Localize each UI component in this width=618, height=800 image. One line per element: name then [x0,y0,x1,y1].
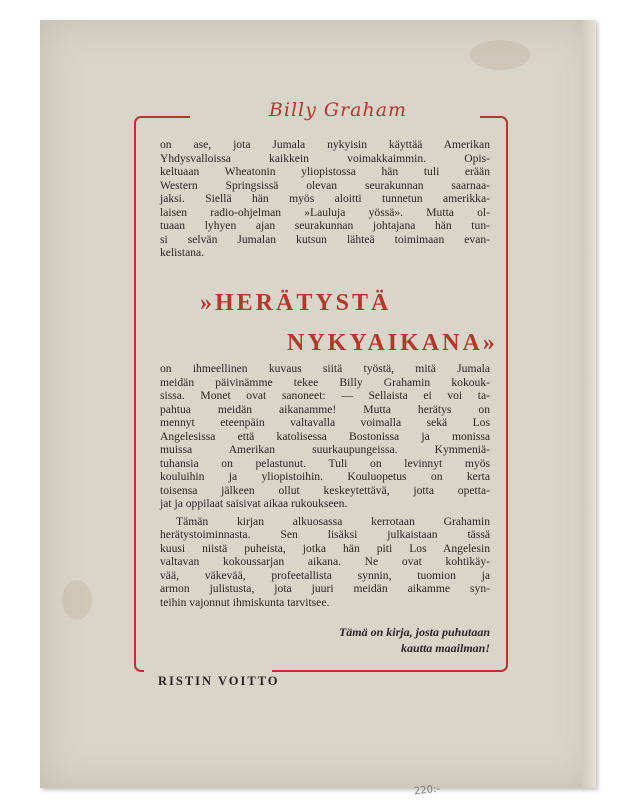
text-line: Western Springsissä olevan seurakunnan saarnaa- [160,178,490,192]
text-line: kuusi niistä puheista, jotka hän piti Los Angelesin [160,541,490,555]
text-line: teihin vajonnut ihmiskunta tarvitsee. [160,595,330,609]
paper-stain [470,40,530,70]
intro-paragraph [160,138,490,260]
text-line: toisensa jälkeen ollut keskeytettävä, jotta opetta- [160,483,490,497]
text-line: keltuaan Wheatonin yliopistossa hän tuli erään [160,165,490,178]
text-line: jat ja oppilaat saisivat aikaa rukoukseen. [160,497,348,510]
text-line: laisen radio-ohjelman »Lauluja yössä». Mutta ol- [160,205,490,219]
author-name: Billy Graham [268,99,408,121]
book-edge [582,20,596,788]
text-line: pahtua meidän aikanamme! Mutta herätys on [160,402,490,416]
text-line: Yhdysvalloissa kaikkein voimakkaimmin. Opis- [160,151,490,165]
text-line: on ihmeellinen kuvaus siitä työstä, mitä Jumala [160,362,490,375]
text-line: kelistana. [160,246,205,259]
text-line: si selvän Jumalan kutsun lähteä toimimaan evan- [160,232,490,246]
tagline-line: Tämä on kirja, josta puhutaan [338,625,490,639]
text-line: herätystoiminnasta. Sen lisäksi julkaistaan tässä [160,528,490,541]
text-line: vää, väkevää, profeetallista synnin, tuomion ja [160,568,490,582]
text-line: valtavan kokoussarjan aikana. Ne ovat kohtikäy- [160,555,490,568]
description-paragraphs [160,362,490,609]
text-line: meidän päivinämme tekee Billy Grahamin kokouk- [160,375,490,389]
text-line: tuaan lyhyen ajan seurakunnan johtajana hän tun- [160,219,490,232]
book-title-line-1: »HERÄTYSTÄ [200,290,392,316]
handwritten-price: 220:- [413,783,441,798]
text-line: sissa. Monet ovat sanoneet: — Sellaista ei voi ta- [160,389,490,402]
text-line: tuhansia on pelastunut. Tuli on levinnyt myös [160,456,490,470]
text-line: mennyt eteenpäin valtavalla voimalla sekä Los [160,416,490,429]
text-line: Tämän kirjan alkuosassa kerrotaan Grahamin [176,514,490,528]
paper-stain [62,580,92,620]
publisher-name: RISTIN VOITTO [158,674,280,688]
text-line: Angelesissa että katolisessa Bostonissa ja monissa [160,429,490,443]
tagline-line: kautta maailman! [400,641,490,655]
tagline [160,624,490,656]
book-title-line-2: NYKYAIKANA» [287,330,498,356]
text-line: armon julistusta, jota juuri meidän aikamme syn- [160,582,490,595]
text-line: jaksi. Siellä hän myös aloitti tunnetun amerikka- [160,192,490,205]
text-line: kouluihin ja yliopistoihin. Kouluopetus on kerta [160,470,490,483]
text-line: on ase, jota Jumala nykyisin käyttää Amerikan [160,138,490,151]
book-back-cover [40,20,596,798]
text-line: muissa Amerikan suurkaupungeissa. Kymmeniä- [160,443,490,456]
